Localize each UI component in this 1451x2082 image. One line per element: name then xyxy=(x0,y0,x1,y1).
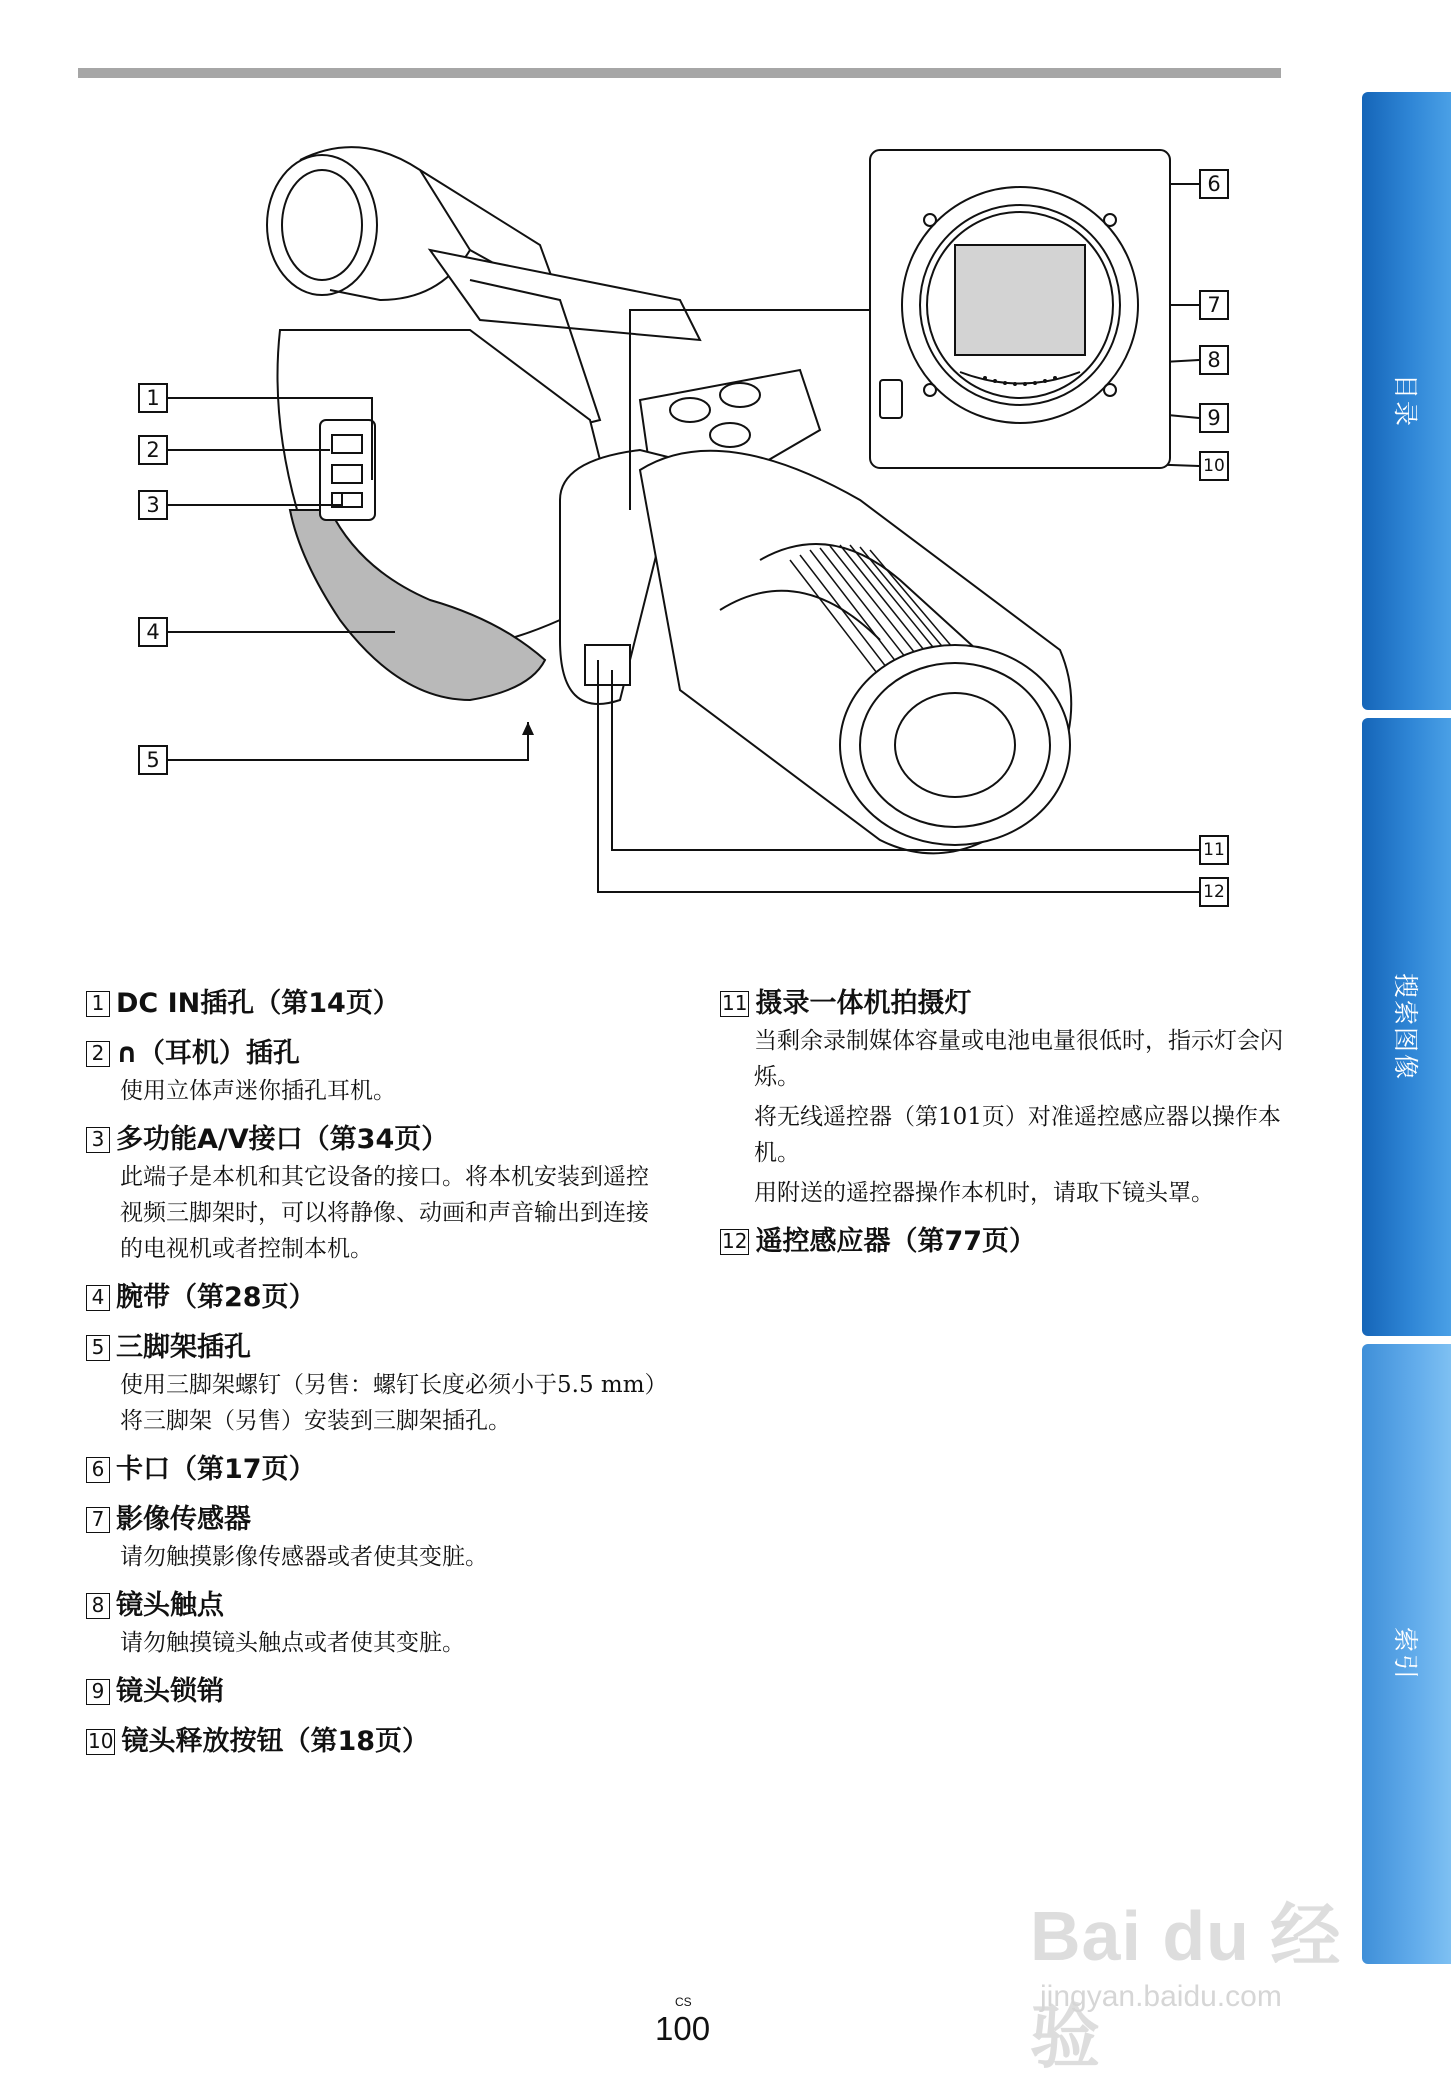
item-description: 请勿触摸镜头触点或者使其变脏。 xyxy=(120,1630,465,1656)
item-description: 请勿触摸影像传感器或者使其变脏。 xyxy=(120,1544,488,1570)
item-number: 11 xyxy=(722,991,748,1015)
callout-5: 5 xyxy=(138,745,168,775)
item-number: 10 xyxy=(88,1729,114,1753)
item-title: 镜头释放按钮（第18页） xyxy=(121,1726,430,1757)
list-item xyxy=(86,1673,656,1711)
list-item xyxy=(86,1723,656,1761)
callout-7: 7 xyxy=(1199,290,1229,320)
item-number: 9 xyxy=(86,1679,110,1705)
item-title: 多功能A/V接口（第34页） xyxy=(116,1124,449,1155)
tab-search-images-label: 搜索图像 xyxy=(1390,972,1420,1082)
item-number: 1 xyxy=(86,991,110,1017)
item-number: 6 xyxy=(86,1457,110,1483)
callout-3: 3 xyxy=(138,490,168,520)
item-title: 三脚架插孔 xyxy=(116,1332,251,1363)
item-description: 用附送的遥控器操作本机时，请取下镜头罩。 xyxy=(754,1180,1214,1206)
callout-10: 10 xyxy=(1199,451,1229,481)
tab-index-label: 索引 xyxy=(1390,1626,1420,1682)
watermark-brand: Bai du 经验 xyxy=(1030,1897,1342,2076)
callout-4: 4 xyxy=(138,617,168,647)
tab-contents-label: 目录 xyxy=(1390,373,1420,429)
page-number: 100 xyxy=(655,2010,711,2047)
callout-6: 6 xyxy=(1199,169,1229,199)
item-title: 腕带（第28页） xyxy=(116,1282,316,1313)
tab-index[interactable] xyxy=(1362,1344,1451,1964)
camera-illustration xyxy=(0,0,1451,940)
callout-9: 9 xyxy=(1199,403,1229,433)
page-language: CS xyxy=(675,1995,692,2009)
item-number: 4 xyxy=(86,1285,110,1311)
item-number: 7 xyxy=(86,1507,110,1533)
item-description: 此端子是本机和其它设备的接口。将本机安装到遥控视频三脚架时，可以将静像、动画和声音输出到连接的电视机或者控制本机。 xyxy=(120,1164,649,1262)
right-column xyxy=(720,985,1300,1273)
callout-8: 8 xyxy=(1199,345,1229,375)
list-item xyxy=(86,1587,656,1661)
watermark-url: jingyan.baidu.com xyxy=(1040,1980,1282,2013)
item-number: 12 xyxy=(722,1229,748,1253)
item-title: 镜头触点 xyxy=(116,1590,224,1621)
item-number: 3 xyxy=(86,1127,110,1153)
item-title: 卡口（第17页） xyxy=(116,1454,316,1485)
callout-1: 1 xyxy=(138,383,168,413)
left-column xyxy=(86,985,656,1773)
item-title: 遥控感应器（第77页） xyxy=(755,1226,1037,1257)
callout-2: 2 xyxy=(138,435,168,465)
item-number: 2 xyxy=(86,1041,110,1067)
item-description: 当剩余录制媒体容量或电池电量很低时，指示灯会闪烁。 xyxy=(754,1028,1283,1090)
baidu-watermark xyxy=(1030,1840,1370,2076)
list-item xyxy=(86,1451,656,1489)
list-item xyxy=(720,985,1300,1211)
callout-11: 11 xyxy=(1199,835,1229,865)
item-number: 5 xyxy=(86,1335,110,1361)
list-item xyxy=(86,985,656,1023)
item-number: 8 xyxy=(86,1593,110,1619)
callout-12: 12 xyxy=(1199,877,1229,907)
list-item xyxy=(86,1035,656,1109)
item-title: 影像传感器 xyxy=(116,1504,251,1535)
item-description: 使用立体声迷你插孔耳机。 xyxy=(120,1078,396,1104)
item-title: DC IN插孔（第14页） xyxy=(116,988,400,1019)
list-item xyxy=(720,1223,1300,1261)
list-item xyxy=(86,1279,656,1317)
item-description: 将无线遥控器（第101页）对准遥控感应器以操作本机。 xyxy=(754,1104,1281,1166)
item-title: ∩（耳机）插孔 xyxy=(116,1038,300,1069)
item-description: 使用三脚架螺钉（另售：螺钉长度必须小于5.5 mm）将三脚架（另售）安装到三脚架插孔。 xyxy=(120,1372,657,1434)
list-item xyxy=(86,1501,656,1575)
item-title: 摄录一体机拍摄灯 xyxy=(755,988,972,1019)
item-title: 镜头锁销 xyxy=(116,1676,224,1707)
list-item xyxy=(86,1329,656,1439)
list-item xyxy=(86,1121,656,1267)
